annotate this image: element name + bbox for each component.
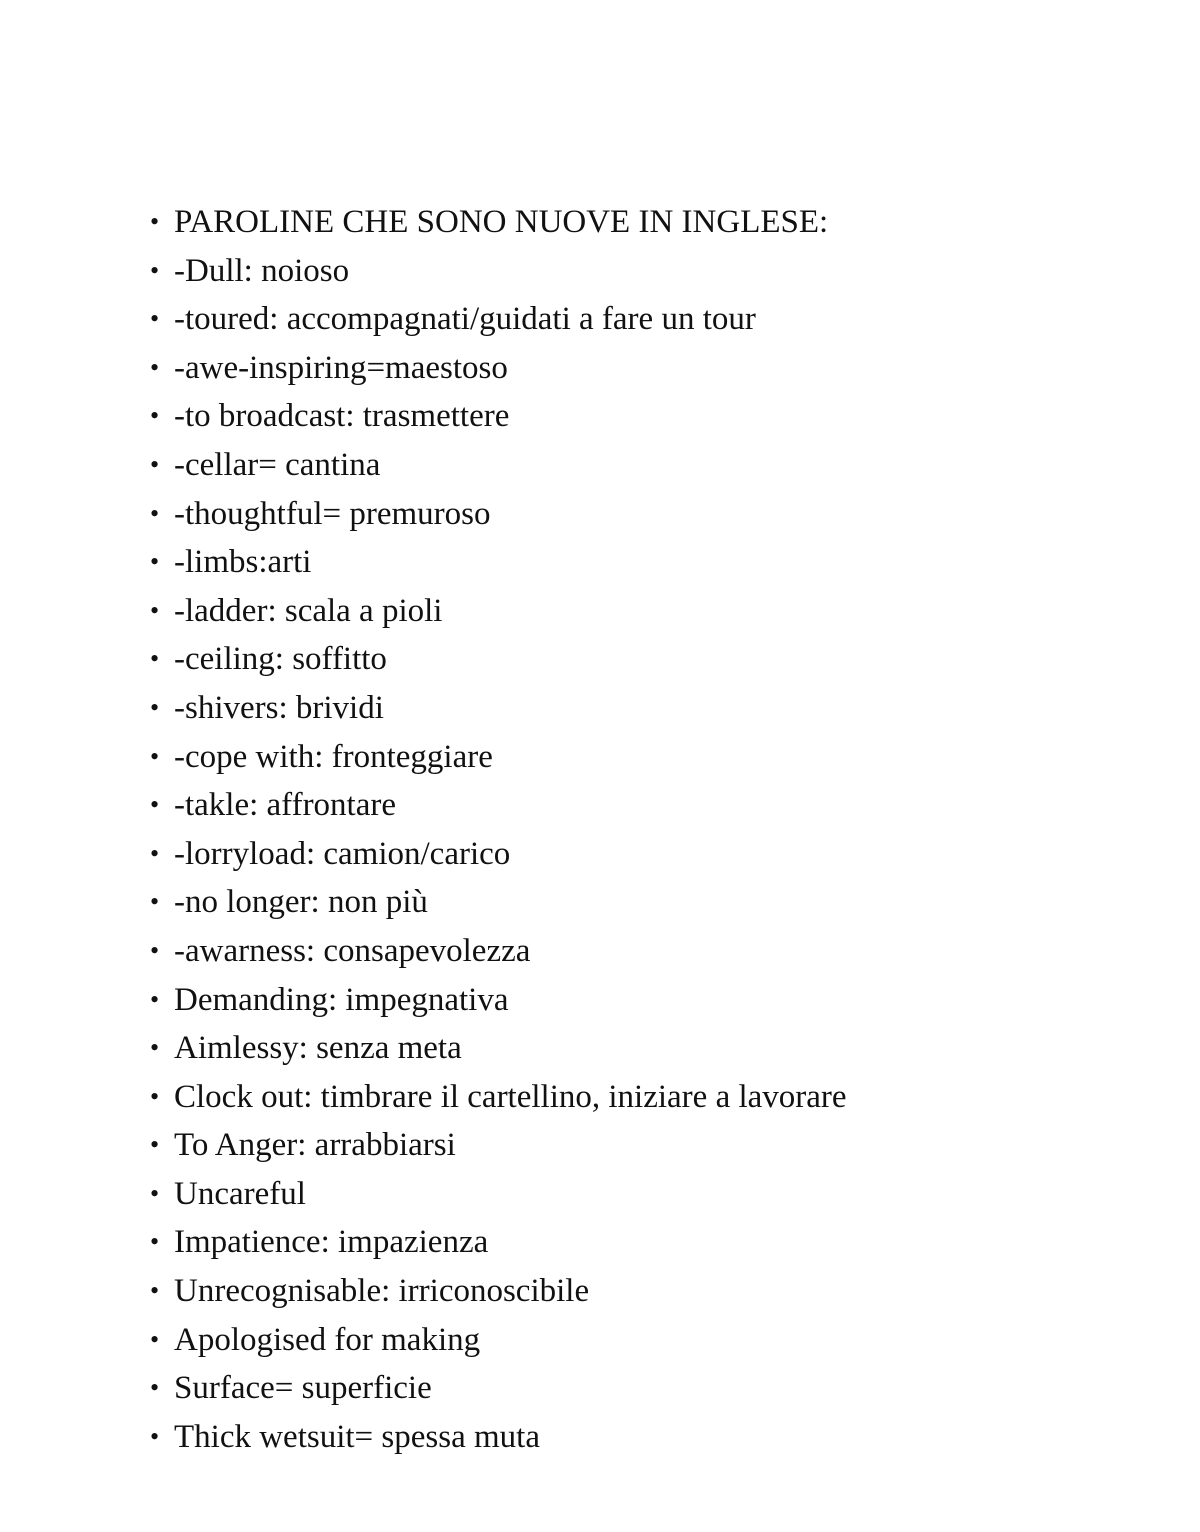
- bullet-icon: •: [150, 1373, 160, 1403]
- bullet-icon: •: [150, 790, 160, 820]
- list-heading: PAROLINE CHE SONO NUOVE IN INGLESE:: [174, 204, 829, 240]
- bullet-icon: •: [150, 984, 160, 1014]
- bullet-icon: •: [150, 1130, 160, 1160]
- bullet-icon: •: [150, 1033, 160, 1063]
- list-item-text: -shivers: brividi: [174, 689, 384, 726]
- list-item-text: Uncareful: [174, 1175, 306, 1212]
- list-item-text: -toured: accompagnati/guidati a fare un tour: [174, 301, 756, 338]
- list-item: [150, 344, 1150, 393]
- list-item: [150, 1218, 1150, 1267]
- list-item-text: -ladder: scala a pioli: [174, 592, 443, 629]
- bullet-icon: •: [150, 207, 160, 236]
- list-item: [150, 490, 1150, 539]
- list-item: [150, 878, 1150, 927]
- list-item-text: Aimlessy: senza meta: [174, 1030, 462, 1067]
- list-item: [150, 830, 1150, 879]
- list-item-text: -takle: affrontare: [174, 787, 397, 824]
- list-item: [150, 733, 1150, 782]
- list-item-text: Clock out: timbrare il cartellino, iniziare a lavorare: [174, 1078, 847, 1115]
- list-item: [150, 1024, 1150, 1073]
- bullet-icon: •: [150, 1081, 160, 1111]
- bullet-icon: •: [150, 449, 160, 479]
- bullet-icon: •: [150, 1276, 160, 1306]
- bullet-icon: •: [150, 401, 160, 431]
- list-item: [150, 1121, 1150, 1170]
- list-item: [150, 1170, 1150, 1219]
- list-item: [150, 1267, 1150, 1316]
- list-item-text: Apologised for making: [174, 1321, 481, 1358]
- bullet-icon: •: [150, 304, 160, 334]
- vocabulary-list: [150, 198, 1150, 1461]
- bullet-icon: •: [150, 255, 160, 285]
- list-item-text: -lorryload: camion/carico: [174, 835, 511, 872]
- list-item-text: -ceiling: soffitto: [174, 641, 387, 678]
- list-item-text: Thick wetsuit= spessa muta: [174, 1418, 540, 1455]
- list-item-text: -awarness: consapevolezza: [174, 932, 531, 969]
- list-item: [150, 392, 1150, 441]
- list-item: [150, 247, 1150, 296]
- list-item-text: -cope with: fronteggiare: [174, 738, 493, 775]
- list-item-text: -Dull: noioso: [174, 252, 350, 289]
- bullet-icon: •: [150, 352, 160, 382]
- list-item: [150, 1316, 1150, 1365]
- list-item: [150, 781, 1150, 830]
- bullet-icon: •: [150, 498, 160, 528]
- bullet-icon: •: [150, 1324, 160, 1354]
- list-item: [150, 927, 1150, 976]
- bullet-icon: •: [150, 1227, 160, 1257]
- bullet-icon: •: [150, 935, 160, 965]
- bullet-icon: •: [150, 644, 160, 674]
- bullet-icon: •: [150, 595, 160, 625]
- list-item: [150, 1413, 1150, 1462]
- list-item-text: -no longer: non più: [174, 884, 428, 921]
- list-item-text: Unrecognisable: irriconoscibile: [174, 1273, 590, 1310]
- list-item: [150, 684, 1150, 733]
- bullet-icon: •: [150, 838, 160, 868]
- list-item: [150, 1073, 1150, 1122]
- list-item: [150, 587, 1150, 636]
- list-item: [150, 295, 1150, 344]
- list-item-text: -thoughtful= premuroso: [174, 495, 491, 532]
- list-item-text: -awe-inspiring=maestoso: [174, 349, 508, 386]
- bullet-icon: •: [150, 547, 160, 577]
- list-item: [150, 441, 1150, 490]
- bullet-icon: •: [150, 741, 160, 771]
- list-item-text: Demanding: impegnativa: [174, 981, 509, 1018]
- list-item-text: -cellar= cantina: [174, 446, 381, 483]
- list-item: [150, 538, 1150, 587]
- list-item-text: -to broadcast: trasmettere: [174, 398, 510, 435]
- list-item-text: -limbs:arti: [174, 544, 312, 581]
- list-item-text: Impatience: impazienza: [174, 1224, 489, 1261]
- bullet-icon: •: [150, 1178, 160, 1208]
- list-item-text: Surface= superficie: [174, 1370, 432, 1407]
- list-item: [150, 635, 1150, 684]
- bullet-icon: •: [150, 1421, 160, 1451]
- list-item-text: To Anger: arrabbiarsi: [174, 1127, 456, 1164]
- list-item: [150, 976, 1150, 1025]
- bullet-icon: •: [150, 692, 160, 722]
- list-item: [150, 1364, 1150, 1413]
- bullet-icon: •: [150, 887, 160, 917]
- list-item-heading: [150, 198, 1150, 247]
